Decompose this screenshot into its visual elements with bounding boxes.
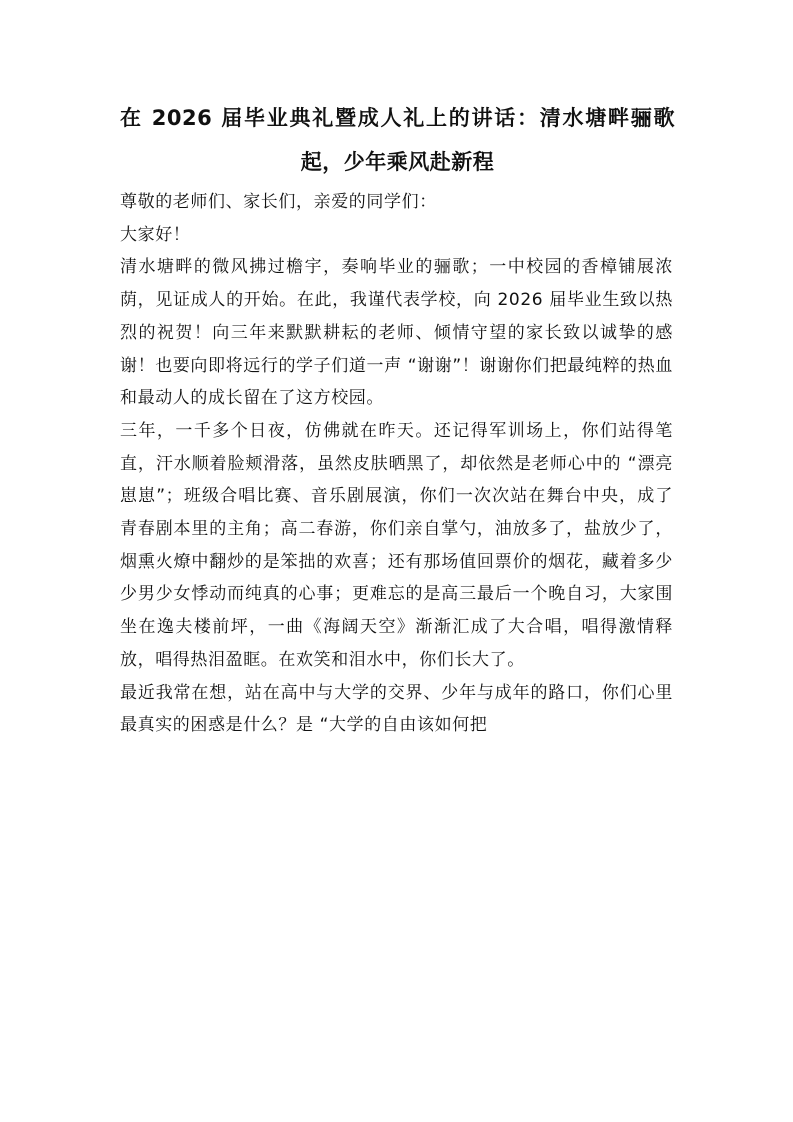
- paragraph-reflection: 最近我常在想，站在高中与大学的交界、少年与成年的路口，你们心里最真实的困惑是什么？是 “大学的自由该如何把: [120, 682, 673, 736]
- paragraph-memories: 三年，一千多个日夜，仿佛就在昨天。还记得军训场上，你们站得笔直，汗水顺着脸颊滑落，虽然皮肤晒黑了，却依然是老师心中的 “漂亮崽崽”；班级合唱比赛、音乐剧展演，你们一次次站在舞台中央，成了青春剧本里的主角；高二春游，你们亲自掌勺，油放多了，盐放少了，烟熏火燎中翻炒的是笨拙的欢喜；还有那场值回票价的烟花，藏着多少少男少女悸动而纯真的心事；更难忘的是高三最后一个晚自习，大家围坐在逸夫楼前坪，一曲《海阔天空》渐渐汇成了大合唱，唱得激情释放，唱得热泪盈眶。在欢笑和泪水中，你们长大了。: [120, 420, 673, 670]
- salutation: 尊敬的老师们、家长们，亲爱的同学们：: [120, 192, 437, 212]
- greeting: 大家好！: [120, 224, 191, 245]
- document-title: 在 2026 届毕业典礼暨成人礼上的讲话：清水塘畔骊歌起，少年乘风赴新程: [120, 106, 675, 174]
- paragraph-opening: 清水塘畔的微风拂过檐宇，奏响毕业的骊歌；一中校园的香樟铺展浓荫，见证成人的开始。在此，我谨代表学校，向 2026 届毕业生致以热烈的祝贺！向三年来默默耕耘的老师、倾情守望的家长致以诚挚的感谢！也要向即将远行的学子们道一声 “谢谢”！谢谢你们把最纯粹的热血和最动人的成长留在了这方校园。: [120, 257, 673, 409]
- document-body: [120, 186, 673, 742]
